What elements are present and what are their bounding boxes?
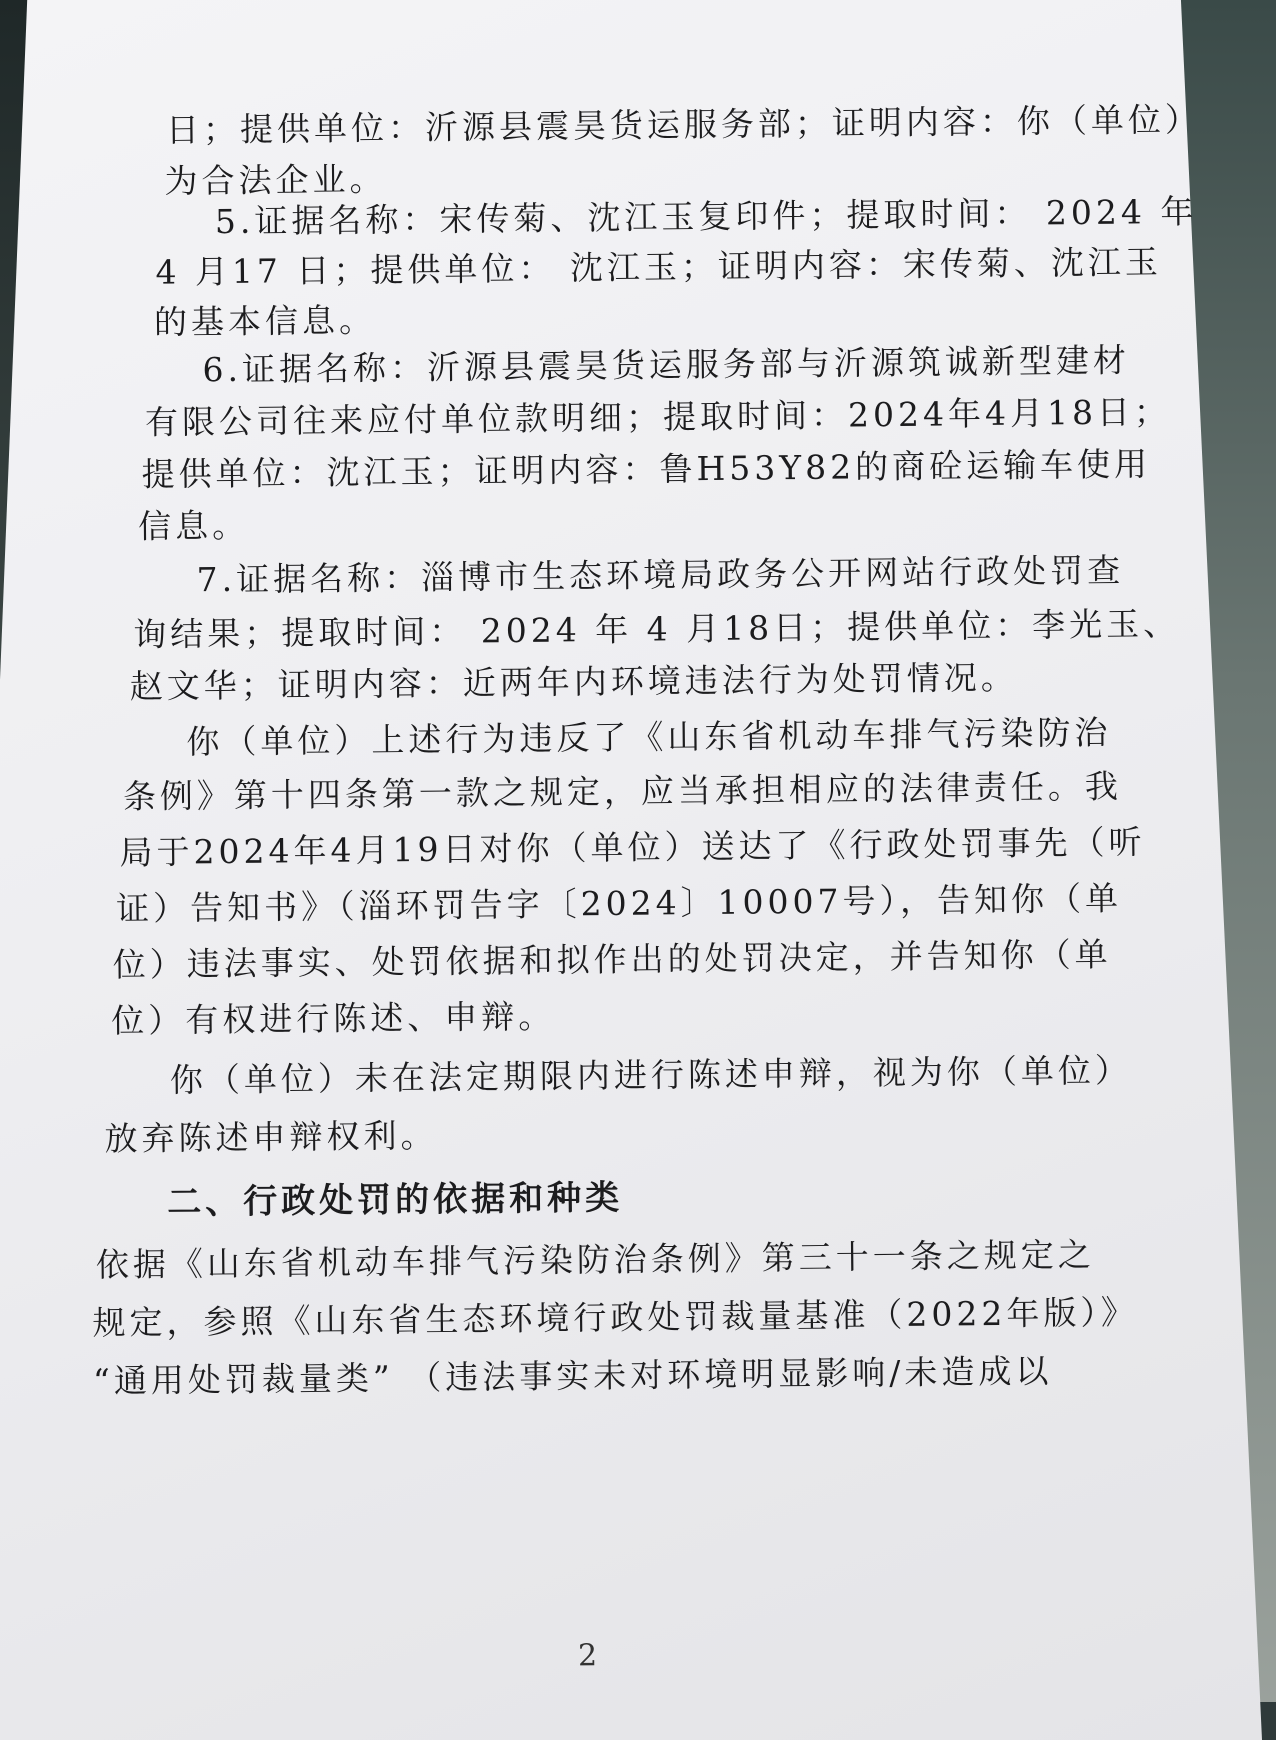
text-line: 6.证据名称：沂源县震昊货运服务部与沂源筑诚新型建材: [202, 340, 1131, 390]
text-line: 位）违法事实、处罚依据和拟作出的处罚决定，并告知你（单: [112, 934, 1112, 985]
text-line: 你（单位）未在法定期限内进行陈述申辩，视为你（单位）: [169, 1050, 1133, 1100]
text-line: 你（单位）上述行为违反了《山东省机动车排气污染防治: [186, 712, 1112, 762]
text-line: 局于2024年4月19日对你（单位）送达了《行政处罚事先（听: [119, 822, 1146, 873]
text-line: 7.证据名称：淄博市生态环境局政务公开网站行政处罚查: [196, 550, 1125, 600]
text-line: 询结果；提取时间： 2024 年 4 月18日；提供单位：李光玉、: [133, 604, 1181, 654]
text-line: 证）告知书》（淄环罚告字〔2024〕10007号），告知你（单: [115, 878, 1123, 929]
text-line: 条例》第十四条第一款之规定，应当承担相应的法律责任。我: [122, 766, 1123, 817]
text-line: 的基本信息。: [153, 300, 377, 342]
text-line: 为合法企业。: [164, 159, 387, 201]
text-line: “通用处罚裁量类” （违法事实未对环境明显影响/未造成以: [92, 1351, 1053, 1401]
text-line: 赵文华；证明内容：近两年内环境违法行为处罚情况。: [129, 657, 1018, 707]
text-line: 4 月17 日；提供单位： 沈江玉；证明内容：宋传菊、沈江玉: [155, 242, 1163, 292]
page-number: 2: [577, 1638, 600, 1674]
document-page: [72, 94, 1203, 1695]
text-line: 5.证据名称：宋传菊、沈江玉复印件；提取时间： 2024 年: [214, 191, 1198, 242]
text-line: 信息。: [137, 505, 250, 546]
text-line: 规定，参照《山东省生态环境行政处罚裁量基准（2022年版）》: [92, 1292, 1139, 1343]
text-line: 提供单位：沈江玉；证明内容：鲁H53Y82的商砼运输车使用: [141, 444, 1152, 494]
text-line: 有限公司往来应付单位款明细；提取时间：2024年4月18日；: [144, 392, 1172, 442]
text-line: 日；提供单位：沂源县震昊货运服务部；证明内容：你（单位）: [165, 99, 1203, 150]
section-heading: 二、行政处罚的依据和种类: [166, 1177, 624, 1223]
text-line: 放弃陈述申辩权利。: [104, 1115, 438, 1159]
text-line: 位）有权进行陈述、申辩。: [111, 996, 556, 1041]
text-line: 依据《山东省机动车排气污染防治条例》第三十一条之规定之: [95, 1234, 1095, 1285]
